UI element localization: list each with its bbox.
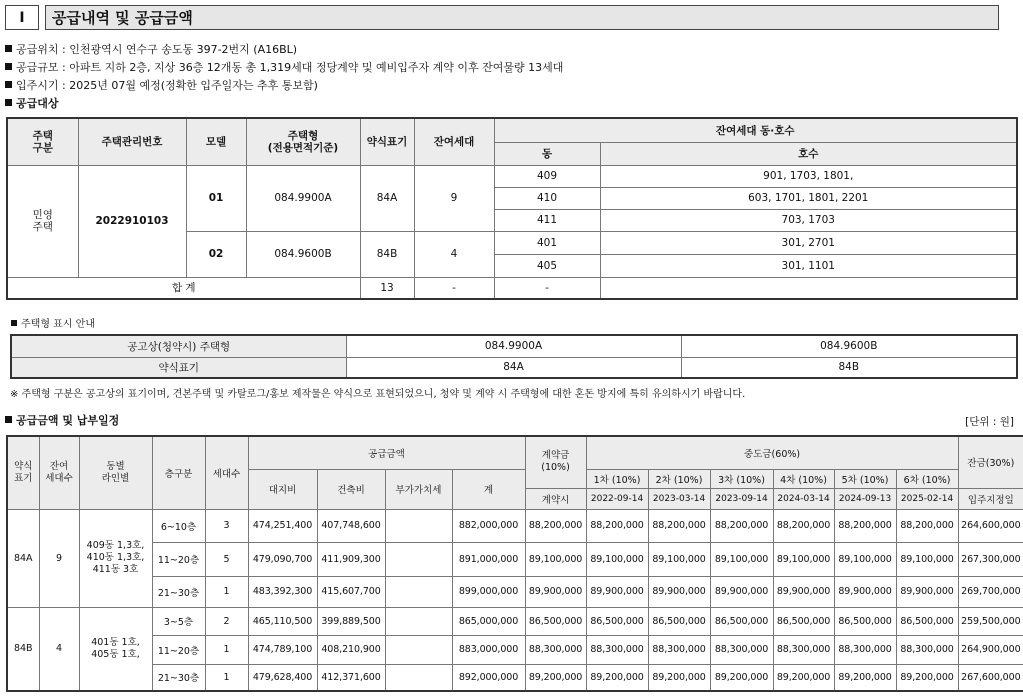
- notation-note: ※ 주택형 구분은 공고상의 표기이며, 견본주택 및 카탈로그/홍보 제작물은 약식으로 표현되었으니, 청약 및 계약 시 주택형에 대한 혼돈 방지에 특히 유의하시기 바랍니다.: [10, 389, 746, 400]
- installment-date: 2023-09-14: [710, 488, 773, 509]
- bullet-location: 공급위치 : 인천광역시 연수구 송도동 397-2번지 (A16BL): [5, 43, 297, 57]
- header-balance-sub: 입주지정일: [958, 488, 1023, 509]
- total-count: 13: [360, 277, 414, 299]
- total-label: 합 계: [7, 277, 360, 299]
- middle-payment-cell: 89,200,000: [586, 664, 648, 691]
- total-price-cell: 865,000,000: [452, 607, 525, 635]
- header-deposit: 계약금 (10%): [525, 436, 586, 488]
- dong-cell: 401: [494, 231, 600, 254]
- count-84a: 9: [414, 165, 494, 231]
- deposit-cell: 86,500,000: [525, 607, 586, 635]
- square-bullet-icon: [5, 81, 12, 88]
- building-price-cell: 407,748,600: [317, 509, 385, 542]
- middle-payment-cell: 89,900,000: [834, 576, 896, 607]
- land-price-cell: 465,110,500: [248, 607, 317, 635]
- vat-cell: [385, 607, 452, 635]
- balance-cell: 269,700,000: [958, 576, 1023, 607]
- group-dong-line: 409동 1,3호, 410동 1,3호, 411동 3호: [79, 509, 152, 607]
- header-model: 모델: [186, 118, 246, 165]
- balance-cell: 267,600,000: [958, 664, 1023, 691]
- type-84a: 084.9900A: [246, 165, 360, 231]
- middle-payment-cell: 89,200,000: [648, 664, 710, 691]
- ho-cell: 301, 2701: [600, 231, 1017, 254]
- deposit-cell: 89,100,000: [525, 542, 586, 576]
- total-price-cell: 891,000,000: [452, 542, 525, 576]
- balance-cell: 264,600,000: [958, 509, 1023, 542]
- total-price-cell: 892,000,000: [452, 664, 525, 691]
- notation-cell: 84B: [681, 357, 1017, 378]
- installment-label: 4차 (10%): [773, 469, 834, 488]
- vat-cell: [385, 509, 452, 542]
- group-remaining: 4: [39, 607, 79, 691]
- middle-payment-cell: 89,200,000: [773, 664, 834, 691]
- middle-payment-cell: 88,200,000: [896, 509, 958, 542]
- households-cell: 1: [205, 576, 248, 607]
- group-dong-line: 401동 1호, 405동 1호,: [79, 607, 152, 691]
- middle-payment-cell: 89,100,000: [834, 542, 896, 576]
- count-84b: 4: [414, 231, 494, 277]
- middle-payment-cell: 89,200,000: [834, 664, 896, 691]
- vat-cell: [385, 542, 452, 576]
- dong-cell: 411: [494, 209, 600, 231]
- land-price-cell: 479,628,400: [248, 664, 317, 691]
- floor-cell: 6~10층: [152, 509, 205, 542]
- middle-payment-cell: 86,500,000: [648, 607, 710, 635]
- balance-cell: 259,500,000: [958, 607, 1023, 635]
- header-floor: 층구분: [152, 436, 205, 509]
- deposit-cell: 89,200,000: [525, 664, 586, 691]
- ho-cell: 901, 1703, 1801,: [600, 165, 1017, 187]
- housing-kind: 민영 주택: [7, 165, 78, 277]
- header-ho: 호수: [600, 142, 1017, 165]
- installment-date: 2022-09-14: [586, 488, 648, 509]
- middle-payment-cell: 88,300,000: [710, 635, 773, 664]
- supply-target-heading: 공급대상: [5, 97, 59, 111]
- header-balance: 잔금(30%): [958, 436, 1023, 488]
- header-vat: 부가가치세: [385, 469, 452, 509]
- header-housing-type: [7, 118, 78, 165]
- price-table-body: [7, 509, 1023, 691]
- model-01: 01: [186, 165, 246, 231]
- land-price-cell: 479,090,700: [248, 542, 317, 576]
- housing-notation-table: [10, 334, 1018, 379]
- middle-payment-cell: 89,100,000: [648, 542, 710, 576]
- dong-cell: 405: [494, 254, 600, 277]
- land-price-cell: 474,251,400: [248, 509, 317, 542]
- middle-payment-cell: 86,500,000: [896, 607, 958, 635]
- building-price-cell: 415,607,700: [317, 576, 385, 607]
- households-cell: 5: [205, 542, 248, 576]
- total-price-cell: 882,000,000: [452, 509, 525, 542]
- middle-payment-cell: 89,900,000: [710, 576, 773, 607]
- abbrev-84a: 84A: [360, 165, 414, 231]
- middle-payment-cell: 89,100,000: [586, 542, 648, 576]
- total-ho: -: [494, 277, 600, 299]
- header-supply-price: 공급금액: [248, 436, 525, 469]
- middle-payment-cell: 89,900,000: [648, 576, 710, 607]
- deposit-cell: 88,200,000: [525, 509, 586, 542]
- header-text: 주택 구분: [32, 129, 53, 154]
- installment-date: 2024-03-14: [773, 488, 834, 509]
- header-dong: 동: [494, 142, 600, 165]
- balance-cell: 267,300,000: [958, 542, 1023, 576]
- installment-label: 3차 (10%): [710, 469, 773, 488]
- building-price-cell: 399,889,500: [317, 607, 385, 635]
- building-price-cell: 412,371,600: [317, 664, 385, 691]
- installment-date: 2025-02-14: [896, 488, 958, 509]
- middle-payment-cell: 86,500,000: [586, 607, 648, 635]
- price-row: [7, 664, 1023, 691]
- installment-date: 2024-09-13: [834, 488, 896, 509]
- header-dong-line: 동별 라인별: [79, 436, 152, 509]
- header-building: 건축비: [317, 469, 385, 509]
- square-bullet-icon: [5, 99, 12, 106]
- balance-cell: 264,900,000: [958, 635, 1023, 664]
- section-header: [5, 5, 999, 30]
- price-row: [7, 607, 1023, 635]
- middle-payment-cell: 86,500,000: [834, 607, 896, 635]
- floor-cell: 11~20층: [152, 542, 205, 576]
- middle-payment-cell: 88,200,000: [648, 509, 710, 542]
- bullet-scale: 공급규모 : 아파트 지하 2층, 지상 36층 12개동 총 1,319세대 정당계약 및 예비입주자 계약 이후 잔여물량 13세대: [5, 61, 563, 75]
- vat-cell: [385, 664, 452, 691]
- installment-date: 2023-03-14: [648, 488, 710, 509]
- total-dong: -: [414, 277, 494, 299]
- mgmt-number: 2022910103: [78, 165, 186, 277]
- middle-payment-cell: 89,200,000: [896, 664, 958, 691]
- header-remaining: 잔여세대: [414, 118, 494, 165]
- header-households: 세대수: [205, 436, 248, 509]
- installment-label: 6차 (10%): [896, 469, 958, 488]
- abbrev-84b: 84B: [360, 231, 414, 277]
- floor-cell: 3~5층: [152, 607, 205, 635]
- dong-cell: 409: [494, 165, 600, 187]
- middle-payment-cell: 89,900,000: [773, 576, 834, 607]
- section-title: 공급내역 및 공급금액: [45, 5, 999, 30]
- header-abbrev: 약식표기: [360, 118, 414, 165]
- header-remaining: 잔여 세대수: [39, 436, 79, 509]
- square-bullet-icon: [5, 416, 12, 423]
- installment-label: 5차 (10%): [834, 469, 896, 488]
- notation-header: 약식표기: [11, 357, 346, 378]
- group-abbrev: 84A: [7, 509, 39, 607]
- header-remaining-units: 잔여세대 동·호수: [494, 118, 1017, 142]
- middle-payment-cell: 88,300,000: [834, 635, 896, 664]
- header-deposit-sub: 계약시: [525, 488, 586, 509]
- building-price-cell: 411,909,300: [317, 542, 385, 576]
- land-price-cell: 474,789,100: [248, 635, 317, 664]
- middle-payment-cell: 89,900,000: [586, 576, 648, 607]
- supply-target-table: [6, 117, 1018, 300]
- square-bullet-icon: [11, 320, 17, 326]
- header-mgmt-no: 주택관리번호: [78, 118, 186, 165]
- ho-cell: 603, 1701, 1801, 2201: [600, 187, 1017, 209]
- price-row: [7, 576, 1023, 607]
- header-total: 계: [452, 469, 525, 509]
- price-row: [7, 509, 1023, 542]
- land-price-cell: 483,392,300: [248, 576, 317, 607]
- notice-heading: 주택형 표시 안내: [11, 318, 95, 332]
- middle-payment-cell: 89,100,000: [710, 542, 773, 576]
- households-cell: 2: [205, 607, 248, 635]
- bullet-move-in: 입주시기 : 2025년 07월 예정(정확한 입주일자는 추후 통보함): [5, 79, 318, 93]
- group-abbrev: 84B: [7, 607, 39, 691]
- total-price-cell: 883,000,000: [452, 635, 525, 664]
- middle-payment-cell: 86,500,000: [710, 607, 773, 635]
- middle-payment-cell: 88,200,000: [710, 509, 773, 542]
- installment-label: 1차 (10%): [586, 469, 648, 488]
- ho-cell: 301, 1101: [600, 254, 1017, 277]
- middle-payment-cell: 89,100,000: [773, 542, 834, 576]
- installment-label: 2차 (10%): [648, 469, 710, 488]
- building-price-cell: 408,210,900: [317, 635, 385, 664]
- unit-label: [단위 : 원]: [965, 416, 1014, 428]
- group-remaining: 9: [39, 509, 79, 607]
- middle-payment-cell: 89,100,000: [896, 542, 958, 576]
- deposit-cell: 89,900,000: [525, 576, 586, 607]
- floor-cell: 21~30층: [152, 576, 205, 607]
- middle-payment-cell: 88,200,000: [586, 509, 648, 542]
- middle-payment-cell: 88,300,000: [773, 635, 834, 664]
- price-heading: 공급금액 및 납부일정: [5, 414, 119, 428]
- middle-payment-cell: 88,200,000: [773, 509, 834, 542]
- header-abbrev: 약식 표기: [7, 436, 39, 509]
- notation-cell: 084.9900A: [346, 335, 681, 357]
- square-bullet-icon: [5, 45, 12, 52]
- middle-payment-cell: 89,200,000: [710, 664, 773, 691]
- section-number: I: [5, 5, 39, 30]
- middle-payment-cell: 86,500,000: [773, 607, 834, 635]
- notation-cell: 084.9600B: [681, 335, 1017, 357]
- price-row: [7, 542, 1023, 576]
- households-cell: 3: [205, 509, 248, 542]
- model-02: 02: [186, 231, 246, 277]
- total-price-cell: 899,000,000: [452, 576, 525, 607]
- middle-payment-cell: 88,300,000: [648, 635, 710, 664]
- notation-cell: 84A: [346, 357, 681, 378]
- middle-payment-cell: 88,200,000: [834, 509, 896, 542]
- header-land: 대지비: [248, 469, 317, 509]
- dong-cell: 410: [494, 187, 600, 209]
- deposit-cell: 88,300,000: [525, 635, 586, 664]
- type-84b: 084.9600B: [246, 231, 360, 277]
- vat-cell: [385, 635, 452, 664]
- header-middle: 중도금(60%): [586, 436, 958, 469]
- floor-cell: 11~20층: [152, 635, 205, 664]
- price-table: [6, 435, 1023, 692]
- ho-cell: 703, 1703: [600, 209, 1017, 231]
- households-cell: 1: [205, 635, 248, 664]
- floor-cell: 21~30층: [152, 664, 205, 691]
- square-bullet-icon: [5, 63, 12, 70]
- price-row: [7, 635, 1023, 664]
- notation-header: 공고상(청약시) 주택형: [11, 335, 346, 357]
- header-housing-size: 주택형 (전용면적기준): [246, 118, 360, 165]
- middle-payment-cell: 89,900,000: [896, 576, 958, 607]
- households-cell: 1: [205, 664, 248, 691]
- middle-payment-cell: 88,300,000: [896, 635, 958, 664]
- middle-payment-cell: 88,300,000: [586, 635, 648, 664]
- vat-cell: [385, 576, 452, 607]
